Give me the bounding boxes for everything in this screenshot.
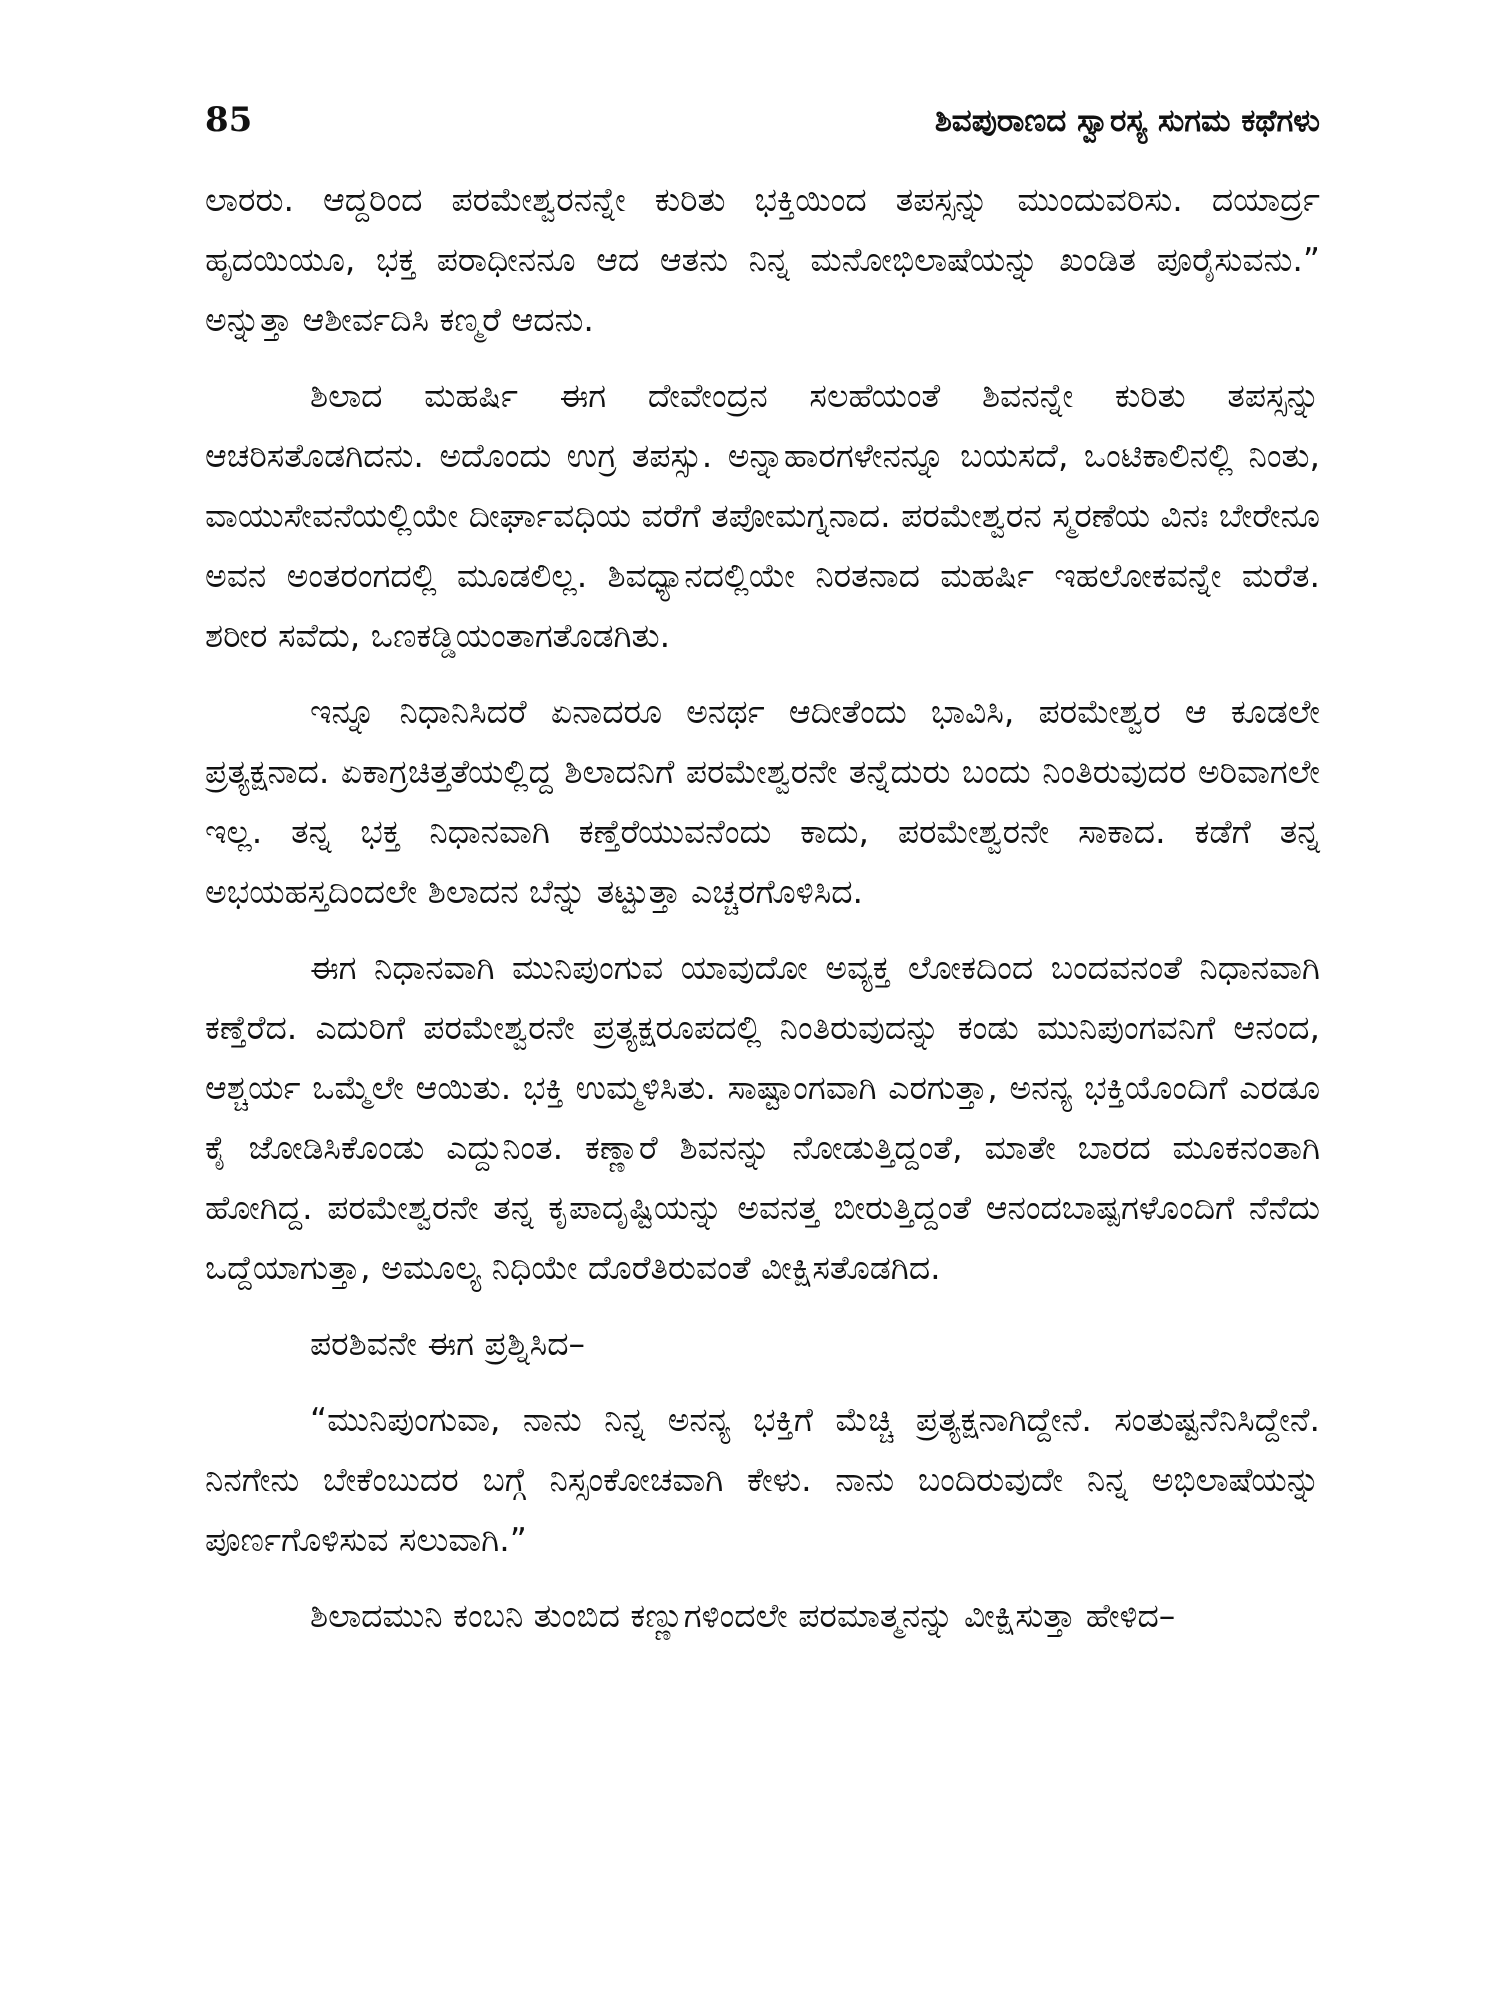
paragraph-3: ಇನ್ನೂ ನಿಧಾನಿಸಿದರೆ ಏನಾದರೂ ಅನರ್ಥ ಆದೀತೆಂದು ಭಾವಿಸಿ, ಪರಮೇಶ್ವರ ಆ ಕೂಡಲೇ ಪ್ರತ್ಯಕ್ಷನಾದ. ಏಕಾಗ್ರಚಿತ್ತತೆಯಲ್ಲಿದ್ದ ಶಿಲಾದನಿಗೆ ಪರಮೇಶ್ವರನೇ ತನ್ನೆದುರು ಬಂದು ನಿಂತಿರುವುದರ ಅರಿವಾಗಲೇ ಇಲ್ಲ. ತನ್ನ ಭಕ್ತ ನಿಧಾನವಾಗಿ ಕಣ್ತೆರೆಯುವನೆಂದು ಕಾದು, ಪರಮೇಶ್ವರನೇ ಸಾಕಾದ. ಕಡೆಗೆ ತನ್ನ ಅಭಯಹಸ್ತದಿಂದಲೇ ಶಿಲಾದನ ಬೆನ್ನು ತಟ್ಟುತ್ತಾ ಎಚ್ಚರಗೊಳಿಸಿದ. [205,692,1320,911]
page-header [205,80,1320,140]
paragraph-7: ಶಿಲಾದಮುನಿ ಕಂಬನಿ ತುಂಬಿದ ಕಣ್ಣುಗಳಿಂದಲೇ ಪರಮಾತ್ಮನನ್ನು ವೀಕ್ಷಿಸುತ್ತಾ ಹೇಳಿದ– [310,1596,1176,1635]
paragraph-1: ಲಾರರು. ಆದ್ದರಿಂದ ಪರಮೇಶ್ವರನನ್ನೇ ಕುರಿತು ಭಕ್ತಿಯಿಂದ ತಪಸ್ಸನ್ನು ಮುಂದುವರಿಸು. ದಯಾರ್ದ್ರ ಹೃದಯಿಯೂ, ಭಕ್ತ ಪರಾಧೀನನೂ ಆದ ಆತನು ನಿನ್ನ ಮನೋಭಿಲಾಷೆಯನ್ನು ಖಂಡಿತ ಪೂರೈಸುವನು.” ಅನ್ನುತ್ತಾ ಆಶೀರ್ವದಿಸಿ ಕಣ್ಮರೆ ಆದನು. [205,180,1320,339]
paragraph-5: ಪರಶಿವನೇ ಈಗ ಪ್ರಶ್ನಿಸಿದ– [310,1324,586,1363]
paragraph-6: “ಮುನಿಪುಂಗುವಾ, ನಾನು ನಿನ್ನ ಅನನ್ಯ ಭಕ್ತಿಗೆ ಮೆಚ್ಚಿ ಪ್ರತ್ಯಕ್ಷನಾಗಿದ್ದೇನೆ. ಸಂತುಷ್ಟನೆನಿಸಿದ್ದೇನೆ. ನಿನಗೇನು ಬೇಕೆಂಬುದರ ಬಗ್ಗೆ ನಿಸ್ಸಂಕೋಚವಾಗಿ ಕೇಳು. ನಾನು ಬಂದಿರುವುದೇ ನಿನ್ನ ಅಭಿಲಾಷೆಯನ್ನು ಪೂರ್ಣಗೊಳಿಸುವ ಸಲುವಾಗಿ.” [205,1400,1320,1559]
page-number: 85 [205,100,253,140]
paragraph-4: ಈಗ ನಿಧಾನವಾಗಿ ಮುನಿಪುಂಗುವ ಯಾವುದೋ ಅವ್ಯಕ್ತ ಲೋಕದಿಂದ ಬಂದವನಂತೆ ನಿಧಾನವಾಗಿ ಕಣ್ತೆರೆದ. ಎದುರಿಗೆ ಪರಮೇಶ್ವರನೇ ಪ್ರತ್ಯಕ್ಷರೂಪದಲ್ಲಿ ನಿಂತಿರುವುದನ್ನು ಕಂಡು ಮುನಿಪುಂಗವನಿಗೆ ಆನಂದ, ಆಶ್ಚರ್ಯ ಒಮ್ಮೆಲೇ ಆಯಿತು. ಭಕ್ತಿ ಉಮ್ಮಳಿಸಿತು. ಸಾಷ್ಟಾಂಗವಾಗಿ ಎರಗುತ್ತಾ, ಅನನ್ಯ ಭಕ್ತಿಯೊಂದಿಗೆ ಎರಡೂ ಕೈ ಜೋಡಿಸಿಕೊಂಡು ಎದ್ದುನಿಂತ. ಕಣ್ಣಾರೆ ಶಿವನನ್ನು ನೋಡುತ್ತಿದ್ದಂತೆ, ಮಾತೇ ಬಾರದ ಮೂಕನಂತಾಗಿ ಹೋಗಿದ್ದ. ಪರಮೇಶ್ವರನೇ ತನ್ನ ಕೃಪಾದೃಷ್ಟಿಯನ್ನು ಅವನತ್ತ ಬೀರುತ್ತಿದ್ದಂತೆ ಆನಂದಬಾಷ್ಪಗಳೊಂದಿಗೆ ನೆನೆದು ಒದ್ದೆಯಾಗುತ್ತಾ, ಅಮೂಲ್ಯ ನಿಧಿಯೇ ದೊರೆತಿರುವಂತೆ ವೀಕ್ಷಿಸತೊಡಗಿದ. [205,948,1320,1287]
running-title: ಶಿವಪುರಾಣದ ಸ್ವಾರಸ್ಯ ಸುಗಮ ಕಥೆಗಳು [934,103,1320,139]
body-text [205,170,1320,1662]
paragraph-2: ಶಿಲಾದ ಮಹರ್ಷಿ ಈಗ ದೇವೇಂದ್ರನ ಸಲಹೆಯಂತೆ ಶಿವನನ್ನೇ ಕುರಿತು ತಪಸ್ಸನ್ನು ಆಚರಿಸತೊಡಗಿದನು. ಅದೊಂದು ಉಗ್ರ ತಪಸ್ಸು. ಅನ್ನಾಹಾರಗಳೇನನ್ನೂ ಬಯಸದೆ, ಒಂಟಿಕಾಲಿನಲ್ಲಿ ನಿಂತು, ವಾಯುಸೇವನೆಯಲ್ಲಿಯೇ ದೀರ್ಘಾವಧಿಯ ವರೆಗೆ ತಪೋಮಗ್ನನಾದ. ಪರಮೇಶ್ವರನ ಸ್ಮರಣೆಯ ವಿನಃ ಬೇರೇನೂ ಅವನ ಅಂತರಂಗದಲ್ಲಿ ಮೂಡಲಿಲ್ಲ. ಶಿವಧ್ಯಾನದಲ್ಲಿಯೇ ನಿರತನಾದ ಮಹರ್ಷಿ ಇಹಲೋಕವನ್ನೇ ಮರೆತ. ಶರೀರ ಸವೆದು, ಒಣಕಡ್ಡಿಯಂತಾಗತೊಡಗಿತು. [205,376,1320,655]
